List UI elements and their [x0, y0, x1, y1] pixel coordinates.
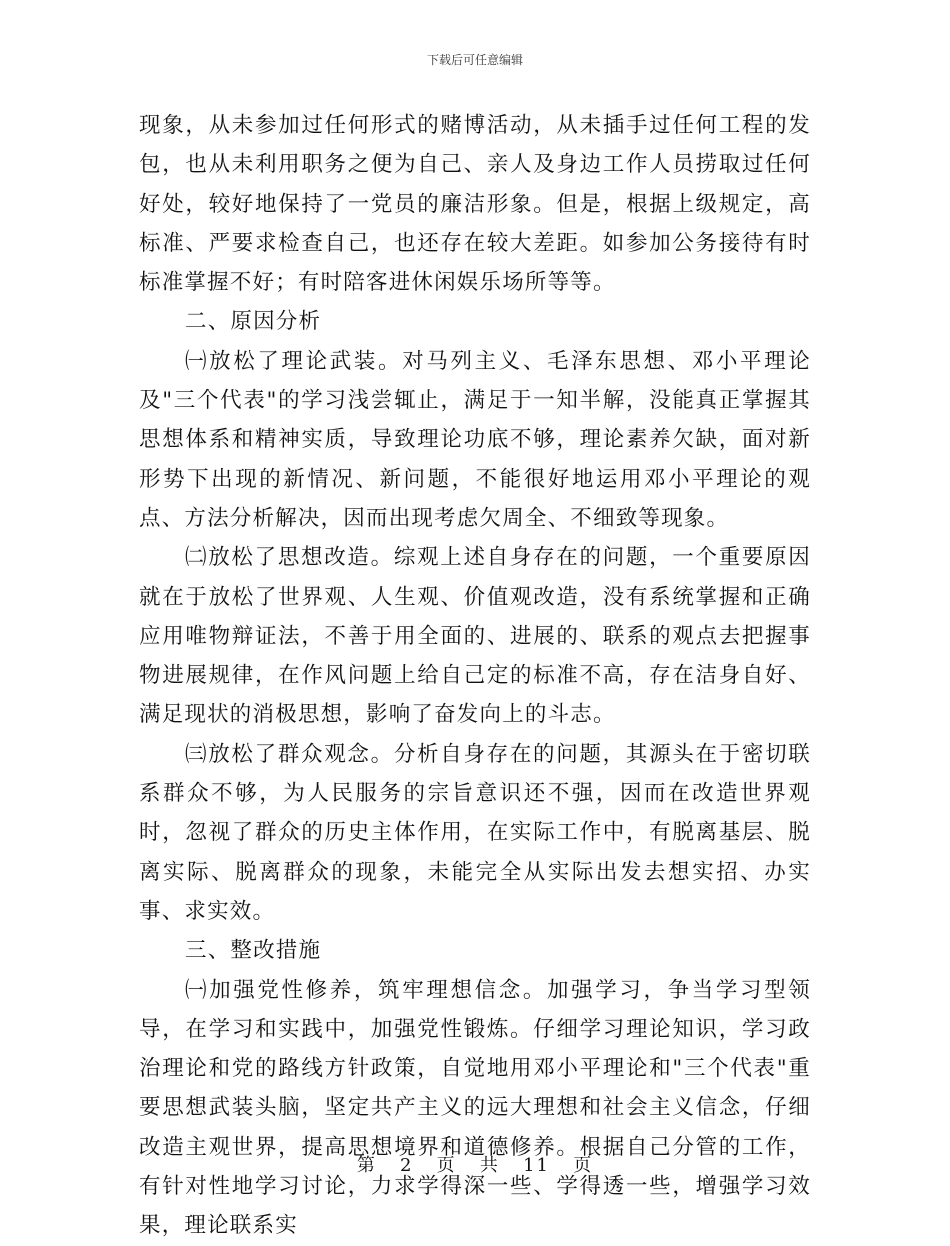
footer-total-pages: 11 — [523, 1155, 550, 1176]
section-heading-cause-analysis: 二、原因分析 — [185, 309, 322, 335]
paragraph-continuation: 现象，从未参加过任何形式的赌博活动，从未插手过任何工程的发包，也从未利用职务之便为自己、亲人及身边工作人员捞取过任何好处，较好地保持了一党员的廉洁形象。但是，根据上级规定，高标准、严要求检查自己，也还存在较大差距。如参加公务接待有时标准掌握不好；有时陪客进休闲娱乐场所等等。 — [139, 113, 811, 296]
paragraph-mass-concept: ㈢放松了群众观念。分析自身存在的问题，其源头在于密切联系群众不够，为人民服务的宗旨意识还不强，因而在改造世界观时，忽视了群众的历史主体作用，在实际工作中，有脱离基层、脱离实际、脱离群众的现象，未能完全从实际出发去想实招、办实事、求实效。 — [139, 741, 811, 924]
footer-total-unit: 页 — [573, 1155, 594, 1176]
document-body — [139, 106, 811, 1246]
page-header: 下载后可任意编辑 — [426, 53, 523, 67]
footer-current-page: 2 — [400, 1155, 414, 1176]
paragraph-thought-reform: ㈡放松了思想改造。综观上述自身存在的问题，一个重要原因就在于放松了世界观、人生观、价值观改造，没有系统掌握和正确应用唯物辩证法，不善于用全面的、进展的、联系的观点去把握事物进展规律，在作风问题上给自己定的标准不高，存在洁身自好、满足现状的消极思想，影响了奋发向上的斗志。 — [139, 545, 811, 728]
footer-page-label: 第 — [356, 1155, 377, 1176]
footer-page-unit: 页 — [436, 1155, 457, 1176]
section-heading-rectification: 三、整改措施 — [185, 938, 322, 964]
page-footer — [0, 1155, 950, 1177]
footer-total-label: 共 — [479, 1155, 500, 1176]
paragraph-party-spirit: ㈠加强党性修养，筑牢理想信念。加强学习，争当学习型领导，在学习和实践中，加强党性锻炼。仔细学习理论知识，学习政治理论和党的路线方针政策，自觉地用邓小平理论和"三个代表"重要思想武装头脑，坚定共产主义的远大理想和社会主义信念，仔细改造主观世界，提高思想境界和道德修养。根据自己分管的工作，有针对性地学习讨论，力求学得深一些、学得透一些，增强学习效果，理论联系实 — [139, 977, 811, 1239]
paragraph-theory: ㈠放松了理论武装。对马列主义、毛泽东思想、邓小平理论及"三个代表"的学习浅尝辄止，满足于一知半解，没能真正掌握其思想体系和精神实质，导致理论功底不够，理论素养欠缺，面对新形势下出现的新情况、新问题，不能很好地运用邓小平理论的观点、方法分析解决，因而出现考虑欠周全、不细致等现象。 — [139, 348, 811, 531]
